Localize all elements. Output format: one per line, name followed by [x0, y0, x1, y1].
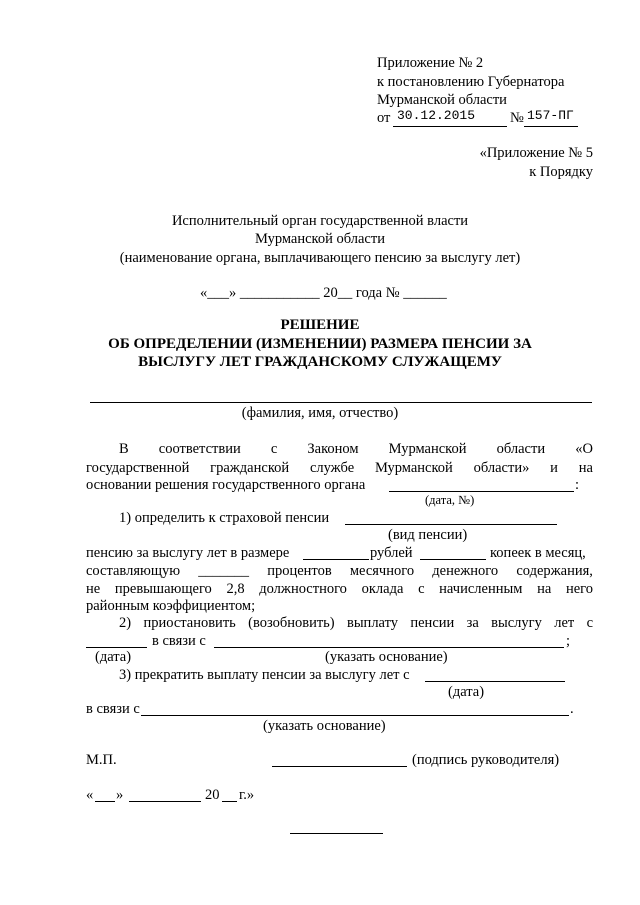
item2-line-1: 2) приостановить (возобновить) выплату пенсии за выслугу лет с — [119, 615, 593, 631]
item1-line-4: не превышающего 2,8 должностного оклада с начисленным на него — [86, 581, 593, 597]
suspend-date-underline — [86, 647, 147, 648]
pension-type-underline — [345, 524, 557, 525]
signature-caption: (подпись руководителя) — [412, 752, 560, 768]
item3-line-1: 3) прекратить выплату пенсии за выслугу лет с — [119, 667, 410, 683]
footer-day-underline — [95, 801, 115, 802]
footer-year: 20 — [205, 787, 220, 803]
item1-line-1: 1) определить к страховой пенсии — [119, 510, 330, 526]
document-title-line-3: ВЫСЛУГУ ЛЕТ ГРАЖДАНСКОМУ СЛУЖАЩЕМУ — [138, 354, 502, 370]
footer-suffix: г.» — [239, 787, 255, 803]
header-line-2: к постановлению Губернатора — [377, 74, 565, 90]
terminate-reason-underline — [141, 715, 569, 716]
terminate-reason-caption: (указать основание) — [263, 718, 386, 734]
item2-line-2a: в связи с — [152, 633, 206, 649]
item1-line-2b: рублей — [370, 545, 413, 561]
terminate-date-underline — [425, 681, 565, 682]
pension-type-caption: (вид пенсии) — [388, 527, 468, 543]
rubles-underline — [303, 559, 369, 560]
kopeks-underline — [420, 559, 486, 560]
intro-line-3-end: : — [575, 477, 580, 493]
appendix-line-2: к Порядку — [529, 164, 593, 180]
closing-separator — [290, 833, 383, 834]
footer-close-quote: » — [116, 787, 124, 803]
item3-line-2-end: . — [570, 701, 574, 717]
fio-caption: (фамилия, имя, отчество) — [241, 405, 399, 421]
header-number-underline — [524, 126, 578, 127]
header-date-underline — [393, 126, 507, 127]
footer-open-quote: « — [86, 787, 94, 803]
header-number-value: 157-ПГ — [527, 108, 574, 123]
authority-line-1: Исполнительный орган государственной власти — [171, 213, 469, 229]
authority-caption: (наименование органа, выплачивающего пенсию за выслугу лет) — [119, 250, 521, 266]
item1-line-2c: копеек в месяц, — [490, 545, 586, 561]
header-line-1: Приложение № 2 — [377, 55, 484, 71]
decision-date-line: «___» ___________ 20__ года № ______ — [200, 285, 447, 301]
item1-line-2a: пенсию за выслугу лет в размере — [86, 545, 290, 561]
footer-year-underline — [222, 801, 237, 802]
authority-line-2: Мурманской области — [255, 231, 385, 247]
decision-ref-caption: (дата, №) — [425, 493, 475, 507]
item1-line-3: составляющую _______ процентов месячного денежного содержания, — [86, 563, 593, 579]
item3-line-2a: в связи с — [86, 701, 140, 717]
document-title: РЕШЕНИЕ — [280, 317, 360, 333]
decision-ref-underline — [389, 491, 574, 492]
appendix-line-1: «Приложение № 5 — [479, 145, 593, 161]
header-number-prefix: № — [510, 110, 524, 126]
terminate-date-caption: (дата) — [448, 684, 485, 700]
intro-line-3: основании решения государственного органа — [86, 477, 366, 493]
footer-month-underline — [129, 801, 201, 802]
suspend-reason-underline — [214, 647, 564, 648]
intro-line-1: В соответствии с Законом Мурманской области «О — [119, 441, 593, 457]
signature-underline — [272, 766, 407, 767]
intro-line-2: государственной гражданской службе Мурманской области» и на — [86, 460, 593, 476]
seal-placeholder: М.П. — [86, 752, 117, 768]
item2-line-2-end: ; — [566, 633, 571, 649]
header-line-3: Мурманской области — [377, 92, 507, 108]
suspend-reason-caption: (указать основание) — [325, 649, 448, 665]
header-date-prefix: от — [377, 110, 391, 126]
suspend-date-caption: (дата) — [95, 649, 132, 665]
item1-line-5: районным коэффициентом; — [86, 598, 256, 614]
document-title-line-2: ОБ ОПРЕДЕЛЕНИИ (ИЗМЕНЕНИИ) РАЗМЕРА ПЕНСИИ ЗА — [108, 336, 532, 352]
header-date-value: 30.12.2015 — [397, 108, 476, 123]
fio-underline — [90, 402, 592, 403]
